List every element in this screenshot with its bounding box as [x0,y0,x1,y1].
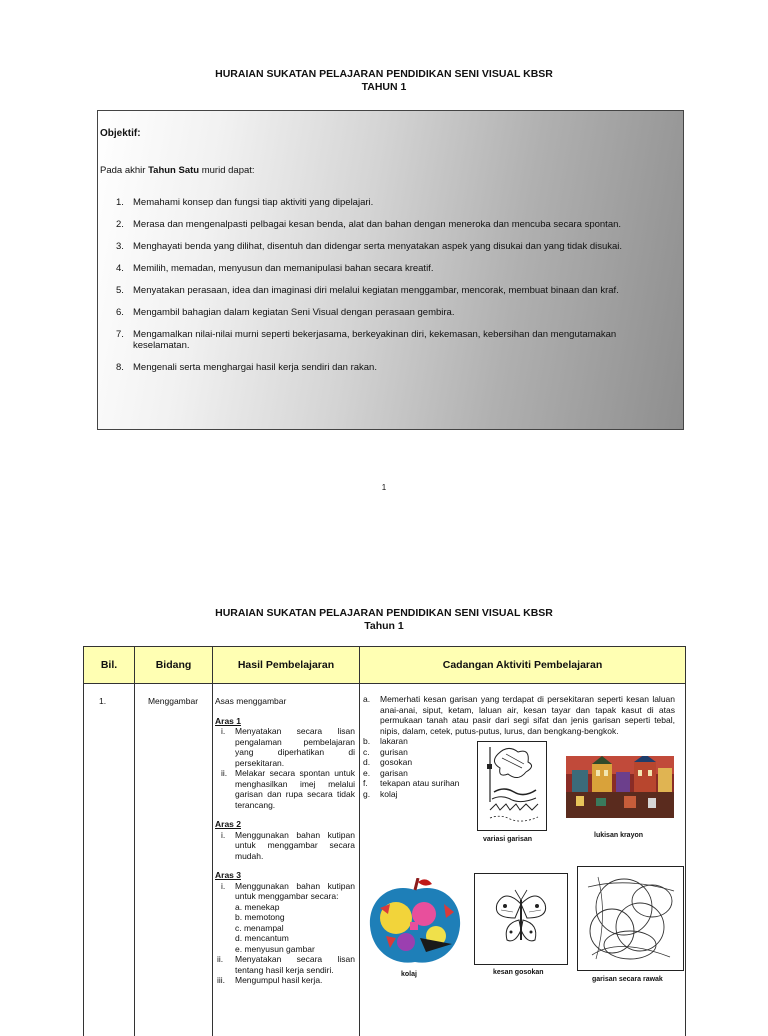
header-hasil: Hasil Pembelajaran [212,646,360,684]
objective-box [97,110,684,430]
aras2-list [215,830,355,862]
aras3-sub-item: a. menekap [235,901,280,912]
objective-text: Mengambil bahagian dalam kegiatan Seni Visual dengan perasaan gembira. [133,307,455,318]
aras2-title: Aras 2 [215,819,241,829]
objective-intro [100,165,255,176]
aras1-num: i. [221,726,226,736]
intro-bold: Tahun Satu [148,165,200,176]
table-divider [359,684,360,1036]
aras1-list [215,726,355,810]
cadangan-text: lakaran [380,736,408,746]
page1-title [0,68,768,94]
objective-item [116,307,661,318]
header-bidang: Bidang [134,646,213,684]
objective-list [116,197,661,384]
cadangan-text: kolaj [380,788,398,799]
intro-suffix: murid dapat: [199,165,255,176]
cadangan-text: Memerhati kesan garisan yang terdapat di persekitaran seperti kesan laluan anai-anai, siput, ketam, laluan air, kesan tayar dan tapak kasut di atas permukaan tanah atau pasir dari segi sifat dan jenis garisan seperti tebal, nipis, dalam, cetek, putus-putus, lurus, dan bengkang-bengkok. [380,694,675,736]
variasi-garisan-image [477,741,547,831]
aras3-item [215,954,355,975]
objective-num: 2. [116,219,124,230]
header-bil: Bil. [83,646,135,684]
table-border-right [685,684,686,1036]
table-divider [212,684,213,1036]
page-number: 1 [381,483,387,492]
header-cadangan: Cadangan Aktiviti Pembelajaran [359,646,686,684]
cadangan-num: b. [363,736,371,746]
aras1-text: Menyatakan secara lisan pengalaman pembelajaran yang diperhatikan di persekitaran. [235,726,355,768]
cadangan-num: e. [363,767,371,778]
table-divider [134,684,135,1036]
crayon-drawing [566,756,674,818]
aras3-item [215,975,355,986]
page1-title-line2: TAHUN 1 [361,81,407,93]
aras3-text: Mengumpul hasil kerja. [235,975,323,985]
aras3-sub-item: b. memotong [235,912,285,922]
table-border-left [83,684,84,1036]
page2-title-line2: Tahun 1 [364,620,404,632]
objective-text: Mengamalkan nilai-nilai murni seperti bekerjasama, berkeyakinan diri, kekemasan, kebersihan dan mengutamakan keselamatan. [133,329,617,351]
caption-kolaj: kolaj [401,971,417,978]
aras1-text: Melakar secara spontan untuk menghasilkan imej melalui garisan dan rupa secara tidak terancang. [235,768,355,810]
aras3-title: Aras 3 [215,870,241,880]
aras3-num: iii. [217,975,226,985]
page2-title-line1: HURAIAN SUKATAN PELAJARAN PENDIDIKAN SENI VISUAL KBSR [215,607,553,619]
aras3-num: ii. [217,954,224,964]
cadangan-text: gosokan [380,757,413,767]
cadangan-num: g. [363,788,371,799]
objective-item [116,285,661,296]
cadangan-num: f. [363,778,368,788]
aras2-item [215,830,355,862]
page2-title [0,607,768,633]
kolaj-image [366,878,464,966]
aras1-title: Aras 1 [215,715,241,726]
cadangan-num: a. [363,694,371,704]
page1-title-line1: HURAIAN SUKATAN PELAJARAN PENDIDIKAN SENI VISUAL KBSR [215,68,553,80]
objective-heading: Objektif: [100,128,141,139]
objective-item [116,263,661,274]
butterfly-drawing [475,874,567,964]
aras3-sub-item: e. menyusun gambar [235,943,315,954]
aras3-list [215,881,355,986]
aras3-item [215,881,355,955]
aras3-num: i. [221,880,226,891]
objective-num: 7. [116,329,124,340]
cadangan-text: gurisan [380,746,408,757]
objective-text: Mengenali serta menghargai hasil kerja sendiri dan rakan. [133,362,377,373]
cadangan-item [363,694,675,736]
cadangan-text: garisan [380,767,408,778]
objective-text: Memilih, memadan, menyusun dan memanipulasi bahan secara kreatif. [133,263,434,274]
hasil-cell [215,696,355,986]
aras1-num: ii. [221,768,228,778]
intro-prefix: Pada akhir [100,165,149,176]
caption-rawak: garisan secara rawak [592,976,663,983]
objective-item [116,219,661,230]
cadangan-num: c. [363,746,370,757]
line-variation-drawing [478,742,546,830]
objective-item [116,241,661,252]
objective-num: 8. [116,362,124,373]
objective-text: Memahami konsep dan fungsi tiap aktiviti yang dipelajari. [133,197,374,208]
objective-item [116,197,661,208]
objective-num: 6. [116,307,124,318]
aras3-sub-item: d. mencantum [235,933,289,943]
aras3-text: Menggunakan bahan kutipan untuk menggambar secara: [235,880,355,901]
apple-collage-drawing [366,878,464,966]
objective-text: Menghayati benda yang dilihat, disentuh dan didengar serta menyatakan aspek yang disukai dan yang tidak disukai. [133,241,623,252]
cadangan-num: d. [363,757,371,767]
aras2-text: Menggunakan bahan kutipan untuk menggambar secara mudah. [235,829,355,861]
row-bil: 1. [99,696,107,706]
kesan-gosokan-image [474,873,568,965]
objective-item [116,329,661,351]
caption-krayon: lukisan krayon [594,832,644,839]
hasil-intro: Asas menggambar [215,696,287,706]
objective-text: Menyatakan perasaan, idea dan imaginasi diri melalui kegiatan menggambar, mencorak, membuat binaan dan kraf. [133,285,619,296]
objective-num: 5. [116,285,124,296]
objective-num: 1. [116,197,124,208]
objective-item [116,362,661,373]
objective-num: 3. [116,241,124,252]
aras2-num: i. [221,829,226,840]
row-bidang: Menggambar [147,696,199,706]
aras1-item [215,726,355,768]
caption-variasi: variasi garisan [483,836,533,843]
objective-num: 4. [116,263,124,274]
caption-gosokan: kesan gosokan [493,969,544,976]
cadangan-text: tekapan atau surihan [380,778,460,788]
lukisan-krayon-image [566,756,674,818]
random-lines-drawing [578,867,683,970]
garisan-rawak-image [577,866,684,971]
aras1-item [215,768,355,810]
aras3-sub-item: c. menampal [235,922,284,933]
aras3-text: Menyatakan secara lisan tentang hasil kerja sendiri. [235,954,355,975]
objective-text: Merasa dan mengenalpasti pelbagai kesan benda, alat dan bahan dengan meneroka dan mencuba secara spontan. [133,219,622,230]
aras3-sublist [235,902,355,955]
